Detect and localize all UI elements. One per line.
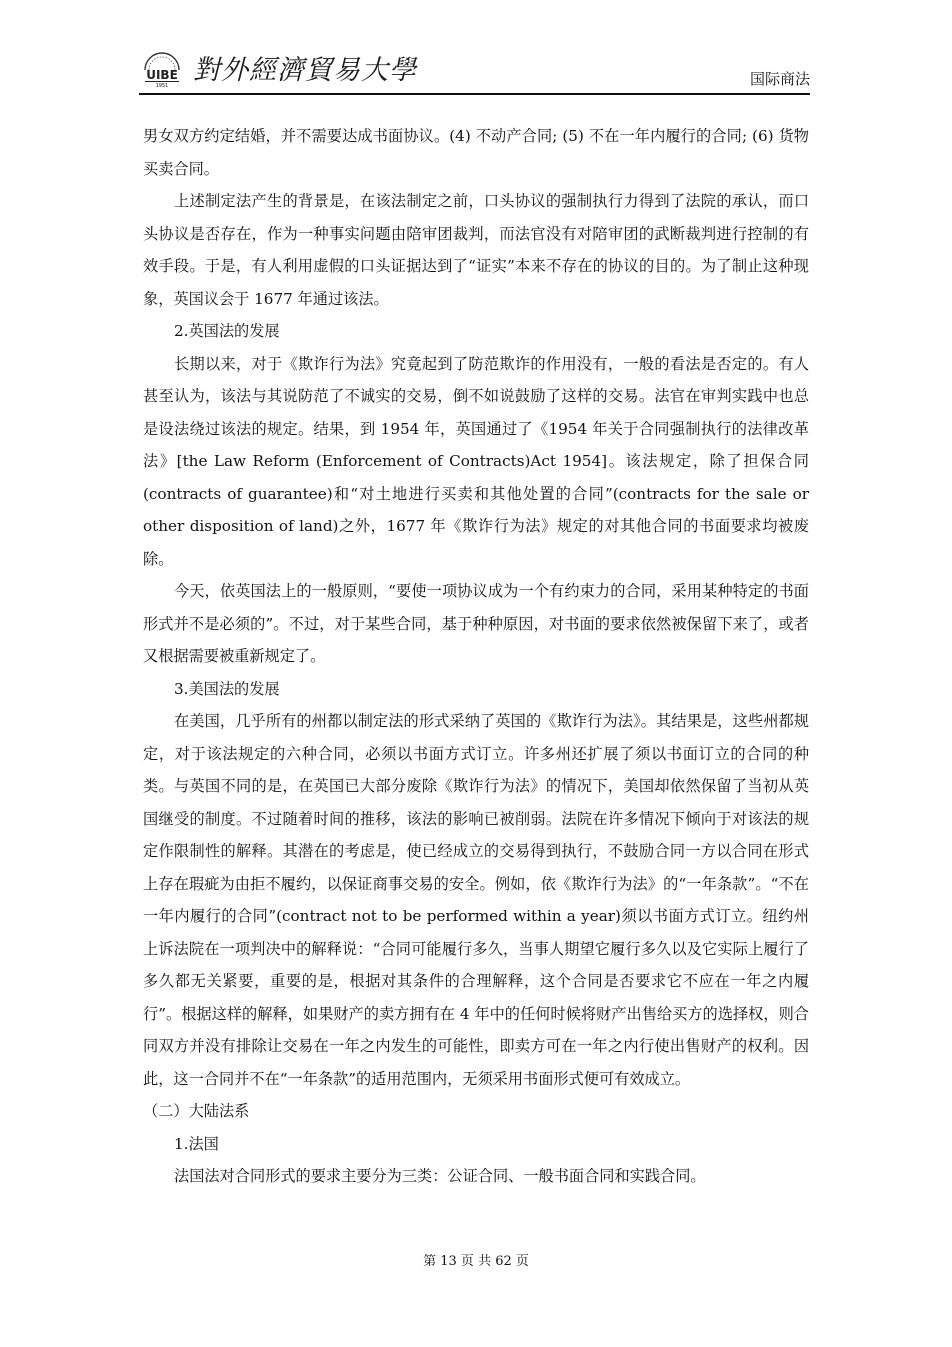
course-title: 国际商法 [749, 70, 810, 88]
paragraph: 在美国，几乎所有的州都以制定法的形式采纳了英国的《欺诈行为法》。其结果是，这些州都规定，对于该法规定的六种合同，必须以书面方式订立。许多州还扩展了须以书面订立的合同的种类。与英国不同的是，在英国已大部分废除《欺诈行为法》的情况下，美国却依然保留了当初从英国继受的制度。不过随着时间的推移，该法的影响已被削弱。法院在许多情况下倾向于对该法的规定作限制性的解释。其潜在的考虑是，使已经成立的交易得到执行，不鼓励合同一方以合同在形式上存在瑕疵为由拒不履约，以保证商事交易的安全。例如，依《欺诈行为法》的“一年条款”。“不在一年内履行的合同”(contract not to be performed within a year)须以书面方式订立。纽约州上诉法院在一项判决中的解释说：“合同可能履行多久，当事人期望它履行多久以及它实际上履行了多久都无关紧要，重要的是，根据对其条件的合理解释，这个合同是否要求它不应在一年之内履行”。根据这样的解释，如果财产的卖方拥有在 4 年中的任何时候将财产出售给买方的选择权，则合同双方并没有排除让交易在一年之内发生的可能性，即卖方可在一年之内行使出售财产的权利。因此，这一合同并不在“一年条款”的适用范围内，无须采用书面形式便可有效成立。 [143, 712, 809, 1088]
university-logo-icon [139, 44, 185, 88]
section-heading: （二）大陆法系 [143, 1102, 250, 1120]
header-rule [139, 93, 810, 95]
paragraph: 长期以来，对于《欺诈行为法》究竟起到了防范欺诈的作用没有，一般的看法是否定的。有人甚至认为，该法与其说防范了不诚实的交易，倒不如说鼓励了这样的交易。法官在审判实践中也总是设法绕过该法的规定。结果，到 1954 年，英国通过了《1954 年关于合同强制执行的法律改革法》[the Law Reform (Enforcement of Contracts)Act 1954]。该法规定，除了担保合同 (contracts of guarantee)和“对土地进行买卖和其他处置的合同”(contracts for the sale or other disposition of land)之外，1677 年《欺诈行为法》规定的对其他合同的书面要求均被废除。 [143, 354, 809, 568]
section-heading: 3.美国法的发展 [174, 679, 280, 698]
section-heading: 2.英国法的发展 [174, 322, 280, 340]
logo-year: 1951 [155, 83, 169, 88]
university-name: 對外經濟貿易大學 [193, 55, 417, 86]
paragraph: 法国法对合同形式的要求主要分为三类：公证合同、一般书面合同和实践合同。 [174, 1167, 706, 1185]
paragraph: 今天，依英国法上的一般原则，“要使一项协议成为一个有约束力的合同，采用某种特定的书面形式并不是必须的”。不过，对于某些合同，基于种种原因，对书面的要求依然被保留下来了，或者又根据需要被重新规定了。 [143, 582, 809, 665]
paragraph: 上述制定法产生的背景是，在该法制定之前，口头协议的强制执行力得到了法院的承认，而口头协议是否存在，作为一种事实问题由陪审团裁判，而法官没有对陪审团的武断裁判进行控制的有效手段。于是，有人利用虚假的口头证据达到了“证实”本来不存在的协议的目的。为了制止这种现象，英国议会于 1677 年通过该法。 [143, 192, 809, 308]
page-number: 第 13 页 共 62 页 [423, 1254, 529, 1269]
page-header [139, 40, 810, 96]
section-heading: 1.法国 [174, 1134, 219, 1153]
paragraph: 男女双方约定结婚，并不需要达成书面协议。(4) 不动产合同; (5) 不在一年内履行的合同; (6) 货物买卖合同。 [143, 127, 809, 178]
page-body [143, 120, 809, 1193]
logo-text: UIBE [146, 68, 178, 82]
